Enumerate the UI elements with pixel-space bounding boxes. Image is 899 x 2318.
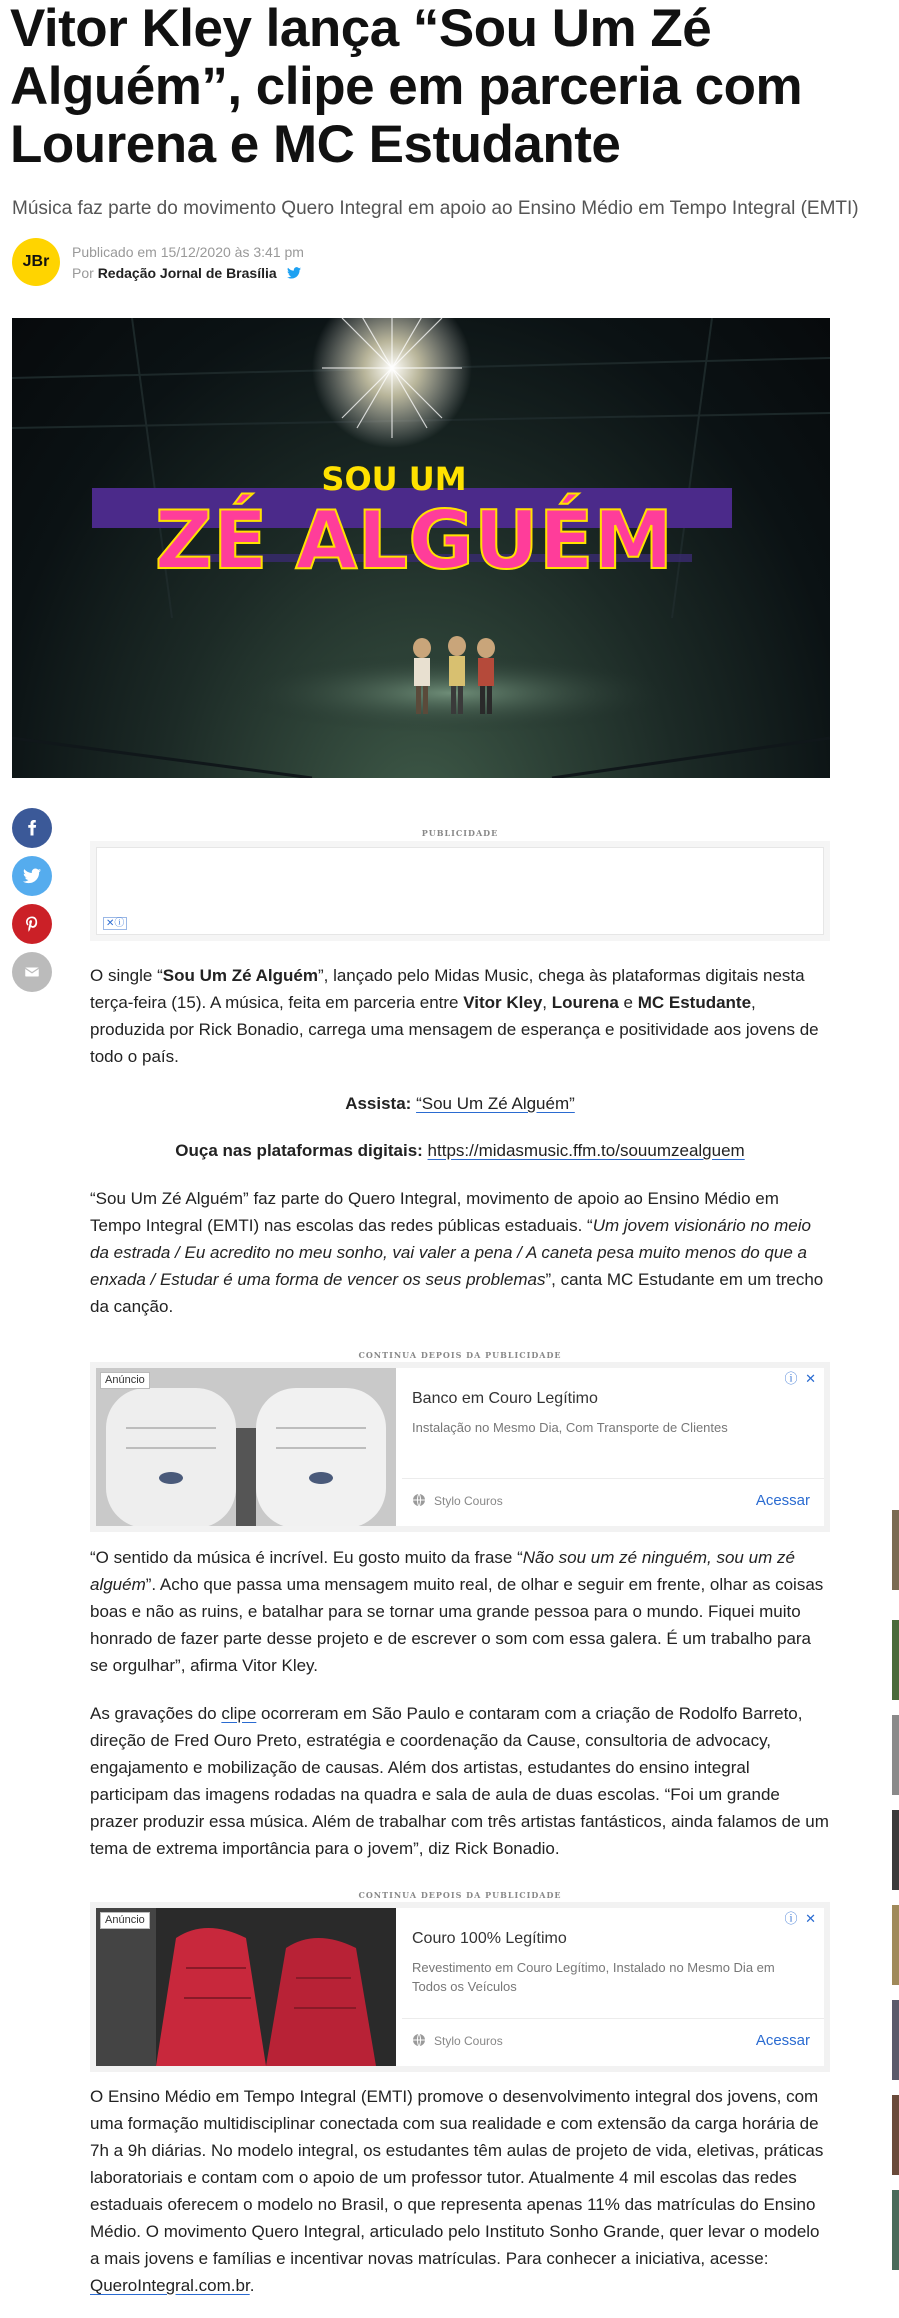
share-facebook-button[interactable]	[12, 808, 52, 848]
ad-slot-inner	[96, 847, 824, 935]
paragraph-5: O Ensino Médio em Tempo Integral (EMTI) promove o desenvolvimento integral dos jovens, com uma formação multidisciplinar conectada com sua realidade e com extensão da carga horária de 7h a 9h diárias. No modelo integral, os estudantes têm aulas de projeto de vida, eletivas, práticas laboratoriais e contam com o apoio de um professor tutor. Atualmente 4 mil escolas das redes estaduais oferecem o modelo no Brasil, o que representa apenas 11% das matrículas do Ensino Médio. O movimento Quero Integral, articulado pelo Instituto Sonho Grande, quer levar o modelo a mais jovens e famílias e incentivar novas matrículas. Para conhecer a iniciativa, acesse: QueroIntegral.com.br.	[90, 2087, 824, 2295]
edge-thumb[interactable]	[892, 1510, 899, 1590]
ad-tag: Anúncio	[100, 1372, 150, 1389]
twitter-icon[interactable]	[287, 267, 301, 279]
ad-card-1-title[interactable]: Banco em Couro Legítimo	[412, 1390, 598, 1407]
pinterest-icon	[23, 915, 41, 933]
ad-tag: Anúncio	[100, 1912, 150, 1929]
email-icon	[23, 963, 41, 981]
ad-label: PUBLICIDADE	[421, 828, 499, 838]
globe-icon	[412, 2033, 426, 2047]
edge-thumb[interactable]	[892, 1810, 899, 1890]
paragraph-2: “Sou Um Zé Alguém” faz parte do Quero Integral, movimento de apoio ao Ensino Médio em Tempo Integral (EMTI) nas escolas das redes públicas estaduais. “Um jovem visionário no meio da estrada / Eu acredito no meu sonho, vai valer a pena / A caneta pesa muito menos do que a enxada / Estudar é uma forma de vencer os seus problemas”, canta MC Estudante em um trecho da canção.	[90, 1189, 824, 1316]
hero-image	[12, 318, 830, 778]
share-pinterest-button[interactable]	[12, 904, 52, 944]
ad-choices-icon[interactable]: ✕ⓘ	[103, 917, 127, 930]
article-subtitle: Música faz parte do movimento Quero Integral em apoio ao Ensino Médio em Tempo Integral (EMTI)	[12, 198, 859, 219]
edge-thumb[interactable]	[892, 1620, 899, 1700]
ad-card-2[interactable]	[90, 1902, 830, 2072]
querointegral-link[interactable]: QueroIntegral.com.br	[90, 2276, 250, 2295]
author-line	[72, 265, 301, 281]
assista-link[interactable]: “Sou Um Zé Alguém”	[416, 1094, 575, 1113]
publisher-logo[interactable]: JBr	[12, 238, 60, 286]
author-name[interactable]: Redação Jornal de Brasília	[97, 265, 277, 281]
ad-card-2-close[interactable]: ⓘ ✕	[784, 1911, 818, 1926]
ouca-link[interactable]: https://midasmusic.ffm.to/souumzealguem	[427, 1141, 745, 1160]
hero-text-line1: SOU UM	[321, 460, 467, 498]
ad-slot-top	[90, 841, 830, 941]
globe-icon	[412, 1493, 426, 1507]
ad-label-mid-2: CONTINUA DEPOIS DA PUBLICIDADE	[358, 1890, 562, 1900]
ad-card-1-cta-button[interactable]: Acessar	[755, 1492, 810, 1509]
hero-illustration	[12, 318, 830, 778]
ad-card-2-image[interactable]	[96, 1908, 396, 2066]
edge-thumb[interactable]	[892, 1905, 899, 1985]
edge-thumb[interactable]	[892, 2000, 899, 2080]
by-prefix: Por	[72, 265, 94, 281]
facebook-icon	[23, 819, 41, 837]
twitter-icon	[23, 867, 41, 885]
paragraph-3: “O sentido da música é incrível. Eu gosto muito da frase “Não sou um zé ninguém, sou um zé alguém”. Acho que passa uma mensagem muito real, de olhar e seguir em frente, olhar as coisas boas e não as ruins, e batalhar para se tornar uma grande pessoa para o mundo. Fiquei muito honrado de fazer parte desse projeto e de escrever o som com essa galera. É um trabalho para se orgulhar”, afirma Vitor Kley.	[90, 1548, 824, 1675]
share-twitter-button[interactable]	[12, 856, 52, 896]
edge-thumb[interactable]	[892, 2190, 899, 2270]
share-email-button[interactable]	[12, 952, 52, 992]
paragraph-1: O single “Sou Um Zé Alguém”, lançado pelo Midas Music, chega às plataformas digitais nesta terça-feira (15). A música, feita em parceria entre Vitor Kley, Lourena e MC Estudante, produzida por Rick Bonadio, carrega uma mensagem de esperança e positividade aos jovens de todo o país.	[90, 966, 819, 1066]
ad-card-1-image[interactable]	[96, 1368, 396, 1526]
ad-card-1-source: Stylo Couros	[434, 1494, 503, 1508]
ad-card-1-close[interactable]: ⓘ ✕	[784, 1371, 818, 1386]
edge-thumb[interactable]	[892, 2095, 899, 2175]
ad-card-2-cta-button[interactable]: Acessar	[755, 2032, 810, 2049]
ad-card-2-title[interactable]: Couro 100% Legítimo	[412, 1930, 567, 1947]
ad-card-2-desc: Revestimento em Couro Legítimo, Instalado no Mesmo Dia em Todos os Veículos	[412, 1960, 775, 1994]
byline	[12, 238, 612, 288]
ad-card-1-desc: Instalação no Mesmo Dia, Com Transporte de Clientes	[412, 1420, 728, 1435]
ad-card-2-source: Stylo Couros	[434, 2034, 503, 2048]
ad-card-1[interactable]	[90, 1362, 830, 1532]
edge-thumb[interactable]	[892, 1715, 899, 1795]
assista-line: Assista: “Sou Um Zé Alguém”	[345, 1094, 575, 1113]
clipe-link[interactable]: clipe	[221, 1704, 257, 1723]
publish-date: Publicado em 15/12/2020 às 3:41 pm	[72, 244, 304, 260]
hero-text-line2: ZÉ ALGUÉM	[154, 494, 674, 587]
ouca-line: Ouça nas plataformas digitais: https://midasmusic.ffm.to/souumzealguem	[175, 1141, 745, 1160]
paragraph-4: As gravações do clipe ocorreram em São Paulo e contaram com a criação de Rodolfo Barreto, direção de Fred Ouro Preto, estratégia e coordenação da Cause, consultoria de advocacy, engajamento e mobilização de causas. Além dos artistas, estudantes do ensino integral participam das imagens rodadas na quadra e sala de aula de duas escolas. “Foi um grande prazer produzir essa música. Além de trabalhar com três artistas fantásticos, ainda falamos de um tema de extrema importância para o jovem”, diz Rick Bonadio.	[90, 1704, 829, 1858]
article-headline: Vitor Kley lança “Sou Um Zé Alguém”, clipe em parceria com Lourena e MC Estudante	[10, 0, 803, 174]
ad-label-mid: CONTINUA DEPOIS DA PUBLICIDADE	[358, 1350, 562, 1360]
